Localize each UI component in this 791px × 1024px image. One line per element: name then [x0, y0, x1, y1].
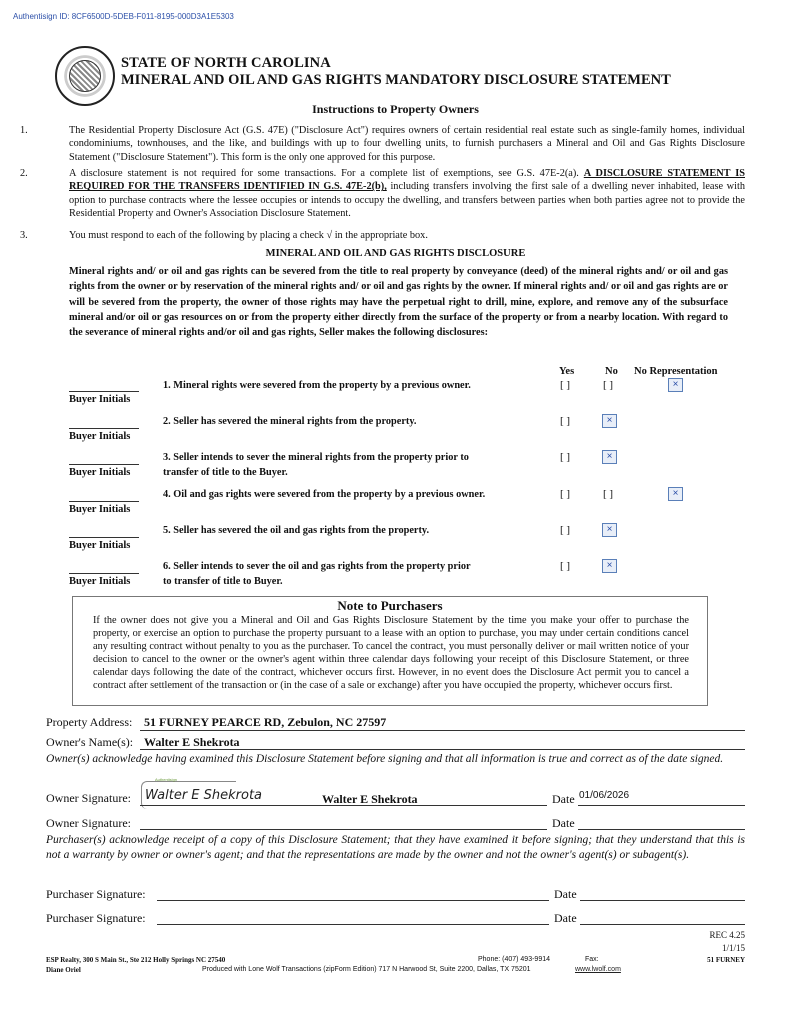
- property-address-line: [140, 730, 745, 731]
- required-transfers-emphasis: A DISCLOSURE STATEMENT IS REQUIRED FOR THE TRANSFERS IDENTIFIED IN G.S. 47E-2(b),: [69, 168, 745, 193]
- buyer-initials-label: Buyer Initials: [69, 576, 131, 587]
- instruction-item-2: 2. A disclosure statement is not required for some transactions. For a complete list of exemptions, see G.S. 47E-2(a). A DISCLOSURE STATEMENT IS REQUIRED FOR THE TRANSFERS IDENTIFIED IN G.S. 47E-2(b), including transfers involving the first sale of a dwelling never inhabited, lease with option to purchase contracts where the lessee occupies or intends to occupy the dwelling, and transfers between parties when both parties agree not to provide the Residential Property and Owner's Association Disclosure Statement.: [20, 168, 745, 220]
- buyer-initials-field-3[interactable]: [69, 464, 139, 465]
- buyer-initials-label: Buyer Initials: [69, 394, 131, 405]
- owner2-signature-field[interactable]: [140, 829, 547, 830]
- purchaser-acknowledgement: Purchaser(s) acknowledge receipt of a copy of this Disclosure Statement; that they have examined it before signing; that they understand that this is not a warranty by owner or owner's agent; and that the representations are made by the owner and not the owner's agent(s) or subagent(s).: [46, 834, 745, 861]
- owner-acknowledgement: Owner(s) acknowledge having examined this Disclosure Statement before signing and that all information is true and correct as of the date signed.: [46, 753, 724, 765]
- note-heading: Note to Purchasers: [337, 598, 443, 613]
- purchaser1-signature-label: Purchaser Signature:: [46, 887, 146, 901]
- date-label: Date: [552, 792, 575, 806]
- brokerage-info: ESP Realty, 300 S Main St., Ste 212 Holly Springs NC 27540: [46, 956, 226, 964]
- question-6: 6. Seller intends to sever the oil and gas rights from the property prior to transfer of title to Buyer.: [163, 561, 471, 587]
- authentisign-tag: Authentisign: [155, 777, 178, 782]
- question-5: 5. Seller has severed the oil and gas rights from the property.: [163, 525, 430, 536]
- buyer-initials-label: Buyer Initials: [69, 540, 131, 551]
- q1-no-checkbox[interactable]: [ ]: [603, 379, 614, 391]
- owners-name-value[interactable]: Walter E Shekrota: [144, 735, 240, 749]
- buyer-initials-label: Buyer Initials: [69, 467, 131, 478]
- owner2-signature-label: Owner Signature:: [46, 816, 131, 830]
- instruction-item-3: 3. You must respond to each of the following by placing a check √ in the appropriate box.: [20, 230, 428, 241]
- buyer-initials-field-1[interactable]: [69, 391, 139, 392]
- agent-name: Diane Oriel: [46, 966, 81, 974]
- q6-no-checkbox-checked[interactable]: ×: [602, 559, 617, 573]
- purchaser2-date-field[interactable]: [580, 924, 745, 925]
- question-3: 3. Seller intends to sever the mineral rights from the property prior to transfer of title to the Buyer.: [163, 452, 469, 478]
- instruction-item-1: 1. The Residential Property Disclosure Act (G.S. 47E) ("Disclosure Act") requires owners of certain residential real estate such as single-family homes, individual condominiums, townhouses, and the like, and buildings with up to four dwelling units, to furnish purchasers a Mineral and Oil and Gas Rights Disclosure Statement ("Disclosure Statement"). This form is the only one approved for this purpose.: [20, 125, 745, 163]
- disclosure-heading: MINERAL AND OIL AND GAS RIGHTS DISCLOSURE: [265, 248, 526, 259]
- q4-no-checkbox[interactable]: [ ]: [603, 488, 614, 500]
- owner-signature-label: Owner Signature:: [46, 791, 131, 805]
- owner-date-line: [578, 805, 745, 806]
- buyer-initials-label: Buyer Initials: [69, 504, 131, 515]
- date-label: Date: [554, 887, 577, 901]
- question-4: 4. Oil and gas rights were severed from the property by a previous owner.: [163, 489, 486, 500]
- column-no-representation: No Representation: [634, 366, 718, 377]
- nc-seal-icon: [55, 46, 115, 106]
- owner-printed-name: Walter E Shekrota: [322, 792, 418, 806]
- owner-signature[interactable]: Walter E Shekrota: [145, 788, 263, 803]
- fax: Fax:: [585, 956, 599, 963]
- owner2-date-field[interactable]: [578, 829, 745, 830]
- q3-no-checkbox-checked[interactable]: ×: [602, 450, 617, 464]
- buyer-initials-field-6[interactable]: [69, 573, 139, 574]
- question-2: 2. Seller has severed the mineral rights from the property.: [163, 416, 417, 427]
- title-state: STATE OF NORTH CAROLINA: [121, 55, 331, 71]
- buyer-initials-label: Buyer Initials: [69, 431, 131, 442]
- authentisign-id: Authentisign ID: 8CF6500D-5DEB-F011-8195-000D3A1E5303: [13, 12, 234, 21]
- owner-signature-line: [140, 805, 547, 806]
- q3-yes-checkbox[interactable]: [ ]: [560, 451, 571, 463]
- column-no: No: [605, 366, 618, 377]
- q1-no-rep-checkbox-checked[interactable]: ×: [668, 378, 683, 392]
- buyer-initials-field-5[interactable]: [69, 537, 139, 538]
- q2-yes-checkbox[interactable]: [ ]: [560, 415, 571, 427]
- purchaser2-signature-label: Purchaser Signature:: [46, 911, 146, 925]
- phone: Phone: (407) 493-9914: [478, 956, 550, 963]
- date-label: Date: [552, 816, 575, 830]
- form-date: 1/1/15: [721, 943, 745, 953]
- note-body: If the owner does not give you a Mineral and Oil and Gas Rights Disclosure Statement by the time you make your offer to purchase the property, or exercise an option to purchase the property pursuant to a lease with an option to purchase, you may under certain conditions cancel any resulting contract without penalty to you as the purchaser. To cancel the contract, you must personally deliver or mail written notice of your decision to cancel to the owner or the owner's agent within three calendar days following your receipt of this Disclosure Statement, or three calendar days following the date of the contract, whichever occurs first. However, in no event does the Disclosure Act permit you to cancel a contract after settlement of the transaction or (in the case of a sale or exchange) after you have occupied the property, whichever occurs first.: [93, 615, 689, 691]
- form-code: REC 4.25: [709, 930, 745, 940]
- produced-by: Produced with Lone Wolf Transactions (zipForm Edition) 717 N Harwood St, Suite 2200, Dallas, TX 75201: [202, 966, 531, 973]
- q1-yes-checkbox[interactable]: [ ]: [560, 379, 571, 391]
- title-form: MINERAL AND OIL AND GAS RIGHTS MANDATORY DISCLOSURE STATEMENT: [121, 72, 671, 88]
- property-address-label: Property Address:: [46, 715, 133, 729]
- question-1: 1. Mineral rights were severed from the property by a previous owner.: [163, 380, 471, 391]
- q5-no-checkbox-checked[interactable]: ×: [602, 523, 617, 537]
- note-to-purchasers: [72, 596, 708, 706]
- q4-no-rep-checkbox-checked[interactable]: ×: [668, 487, 683, 501]
- lwolf-link[interactable]: www.lwolf.com: [575, 966, 621, 973]
- buyer-initials-field-4[interactable]: [69, 501, 139, 502]
- q2-no-checkbox-checked[interactable]: ×: [602, 414, 617, 428]
- column-yes: Yes: [559, 366, 575, 377]
- purchaser1-signature-field[interactable]: [157, 900, 549, 901]
- instructions-heading: Instructions to Property Owners: [312, 102, 479, 116]
- q5-yes-checkbox[interactable]: [ ]: [560, 524, 571, 536]
- date-label: Date: [554, 911, 577, 925]
- owner-date-value[interactable]: 01/06/2026: [579, 790, 630, 801]
- owners-name-label: Owner's Name(s):: [46, 735, 134, 749]
- q6-yes-checkbox[interactable]: [ ]: [560, 560, 571, 572]
- q4-yes-checkbox[interactable]: [ ]: [560, 488, 571, 500]
- property-address-value[interactable]: 51 FURNEY PEARCE RD, Zebulon, NC 27597: [144, 715, 387, 729]
- purchaser1-date-field[interactable]: [580, 900, 745, 901]
- file-name: 51 FURNEY: [707, 956, 745, 964]
- owners-name-line: [140, 749, 745, 750]
- purchaser2-signature-field[interactable]: [157, 924, 549, 925]
- buyer-initials-field-2[interactable]: [69, 428, 139, 429]
- disclosure-intro: Mineral rights and/ or oil and gas rights can be severed from the title to real property by conveyance (deed) of the mineral rights and/ or oil and gas rights from the owner or by reservation of the mineral rights and/ or oil and gas rights by the owner. If mineral rights and/ or oil and gas rights are or will be severed from the property, the owner of those rights may have the perpetual right to drill, mine, explore, and remove any of the subsurface mineral and/or oil or gas resources on or from the property either directly from the surface of the property or from a nearby location. With regard to the severance of mineral rights and/or oil and gas rights, Seller makes the following disclosures:: [69, 266, 728, 339]
